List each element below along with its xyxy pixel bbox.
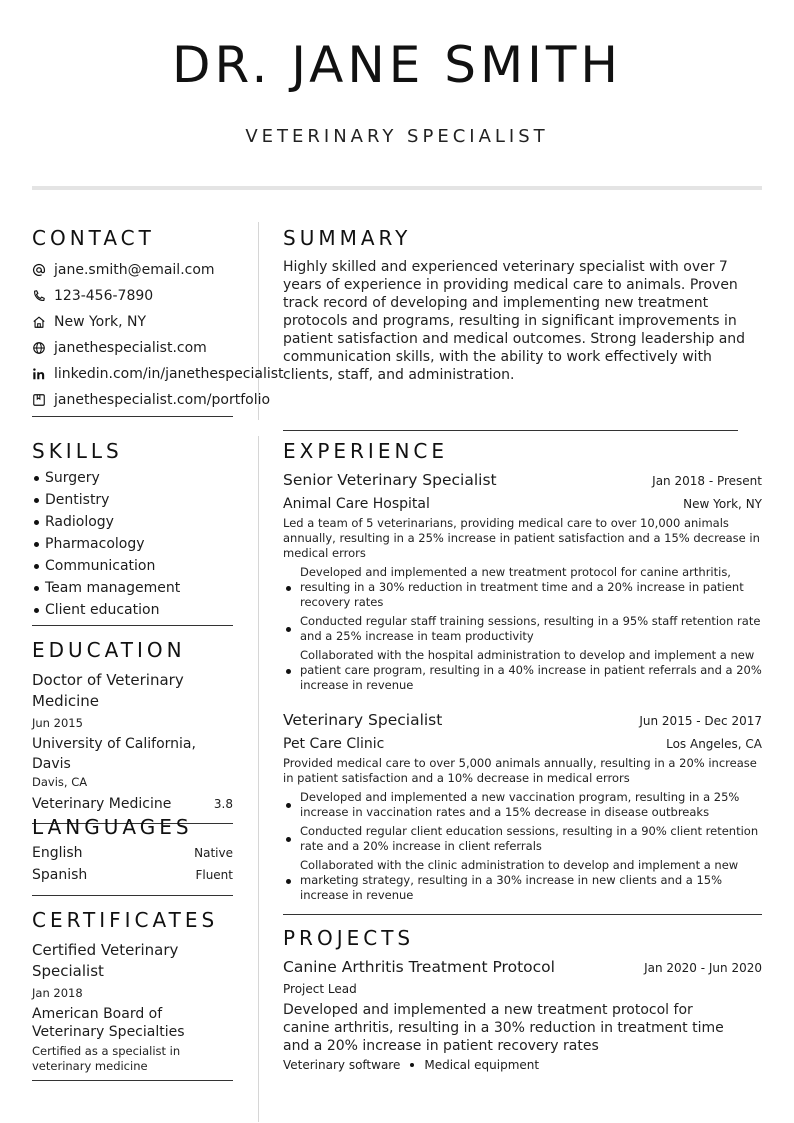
certificate-description: Certified as a specialist in veterinary medicine <box>32 1044 181 1073</box>
skills-section <box>32 439 233 626</box>
job-bullet: Developed and implemented a new treatment protocol for canine arthritis, resulting in a 30% reduction in treatment time and a 20% increase in patient recovery rates <box>283 565 762 610</box>
linkedin-icon <box>32 367 46 381</box>
skill-item: Client education <box>32 599 233 621</box>
projects-title: PROJECTS <box>283 926 415 950</box>
job-company: Animal Care Hospital <box>283 496 430 512</box>
resume-name: DR. JANE SMITH <box>172 36 622 94</box>
header-divider <box>32 186 762 190</box>
education-school: University of California, Davis <box>32 736 196 772</box>
project-date: Jan 2020 - Jun 2020 <box>644 961 762 975</box>
project-description: Developed and implemented a new treatment protocol for canine arthritis, resulting in a 30% reduction in treatment time and a 20% increase in patient recovery rates <box>283 1002 724 1054</box>
education-field-row <box>32 794 233 814</box>
education-location: Davis, CA <box>32 775 88 789</box>
project-tag: Medical equipment <box>424 1058 540 1072</box>
contact-website-text: janethespecialist.com <box>54 340 207 356</box>
contact-email-text: jane.smith@email.com <box>54 262 215 278</box>
job-company: Pet Care Clinic <box>283 736 385 752</box>
skill-item: Radiology <box>32 511 233 533</box>
contact-title: CONTACT <box>32 226 155 250</box>
column-divider-top <box>258 222 259 420</box>
certificate-issuer: American Board of Veterinary Specialties <box>32 1006 185 1040</box>
project-tag: Veterinary software <box>283 1058 401 1072</box>
languages-rule <box>32 895 233 896</box>
projects-section <box>283 926 762 1072</box>
home-icon <box>32 315 46 329</box>
education-degree: Doctor of Veterinary Medicine <box>32 671 184 710</box>
certificates-rule <box>32 1080 233 1081</box>
job-entry <box>283 469 762 693</box>
contact-linkedin[interactable] <box>32 361 284 387</box>
job-description: Provided medical care to over 5,000 animals annually, resulting in a 20% increase in patient satisfaction and a 10% decrease in medical errors <box>283 756 757 785</box>
skill-item: Surgery <box>32 467 233 489</box>
contact-location <box>32 309 233 335</box>
job-bullet: Collaborated with the clinic administration to develop and implement a new marketing strategy, resulting in a 30% increase in new clients and a 15% increase in revenue <box>283 858 762 903</box>
job-entry <box>283 709 762 903</box>
skill-item: Dentistry <box>32 489 233 511</box>
language-name: Spanish <box>32 867 88 883</box>
phone-icon <box>32 289 46 303</box>
tag-separator <box>410 1063 414 1067</box>
project-role: Project Lead <box>283 982 357 996</box>
language-name: English <box>32 845 83 861</box>
contact-email[interactable] <box>32 257 233 283</box>
job-date: Jan 2018 - Present <box>652 474 762 488</box>
globe-icon <box>32 341 46 355</box>
at-icon <box>32 263 46 277</box>
language-row <box>32 845 233 867</box>
contact-rule <box>32 416 233 417</box>
job-bullet: Collaborated with the hospital administration to develop and implement a new patient care program, resulting in a 40% increase in patient referrals and a 20% increase in revenue <box>283 648 762 693</box>
job-bullets <box>283 790 762 903</box>
job-bullet: Conducted regular client education sessions, resulting in a 90% client retention rate and a 20% increase in client referrals <box>283 824 762 854</box>
job-location: Los Angeles, CA <box>666 737 762 751</box>
contact-portfolio[interactable] <box>32 387 271 413</box>
experience-rule <box>283 914 762 915</box>
language-level: Native <box>194 846 233 860</box>
skill-item: Pharmacology <box>32 533 233 555</box>
education-gpa: 3.8 <box>213 797 233 811</box>
contact-portfolio-text: janethespecialist.com/portfolio <box>54 392 271 408</box>
education-title: EDUCATION <box>32 638 186 662</box>
languages-section <box>32 815 233 896</box>
skill-item: Communication <box>32 555 233 577</box>
education-section <box>32 638 233 824</box>
experience-section <box>283 439 762 903</box>
job-title: Senior Veterinary Specialist <box>283 471 497 489</box>
job-description: Led a team of 5 veterinarians, providing medical care to over 10,000 animals annually, resulting in a 25% increase in patient satisfaction and a 15% decrease in medical errors <box>283 516 760 560</box>
job-bullets <box>283 565 762 693</box>
skill-item: Team management <box>32 577 233 599</box>
certificate-name: Certified Veterinary Specialist <box>32 941 179 980</box>
education-date: Jun 2015 <box>32 716 83 730</box>
education-field: Veterinary Medicine <box>32 796 172 812</box>
skills-rule <box>32 625 233 626</box>
column-divider-bottom <box>258 436 259 1122</box>
job-bullet: Conducted regular staff training sessions, resulting in a 95% staff retention rate and a 25% increase in team productivity <box>283 614 762 644</box>
job-title: Veterinary Specialist <box>283 711 443 729</box>
summary-section <box>283 226 753 431</box>
project-name: Canine Arthritis Treatment Protocol <box>283 958 555 976</box>
language-row <box>32 867 233 889</box>
certificates-title: CERTIFICATES <box>32 908 219 932</box>
project-tags <box>283 1058 762 1072</box>
skills-title: SKILLS <box>32 439 123 463</box>
summary-title: SUMMARY <box>283 226 412 250</box>
portfolio-icon <box>32 393 46 407</box>
job-bullet: Developed and implemented a new vaccination program, resulting in a 25% increase in vaccination rates and a 15% decrease in disease outbreaks <box>283 790 762 820</box>
contact-linkedin-text: linkedin.com/in/janethespecialist <box>54 366 284 382</box>
contact-phone[interactable] <box>32 283 233 309</box>
resume-role: VETERINARY SPECIALIST <box>245 126 549 147</box>
experience-title: EXPERIENCE <box>283 439 449 463</box>
summary-rule <box>283 430 738 431</box>
contact-phone-text: 123-456-7890 <box>54 288 154 304</box>
certificate-date: Jan 2018 <box>32 986 83 1000</box>
contact-website[interactable] <box>32 335 233 361</box>
job-date: Jun 2015 - Dec 2017 <box>639 714 762 728</box>
summary-text: Highly skilled and experienced veterinary specialist with over 7 years of experience in providing medical care to animals. Proven track record of developing and implementing new treatment protocols and programs, resulting in significant improvements in patient satisfaction and medical outcomes. Strong leadership and communication skills, with the ability to work effectively with clients, staff, and administration. <box>283 259 746 383</box>
contact-location-text: New York, NY <box>54 314 147 330</box>
language-level: Fluent <box>195 868 233 882</box>
contact-section <box>32 226 284 417</box>
languages-title: LANGUAGES <box>32 815 193 839</box>
job-location: New York, NY <box>683 497 762 511</box>
certificates-section <box>32 908 233 1081</box>
